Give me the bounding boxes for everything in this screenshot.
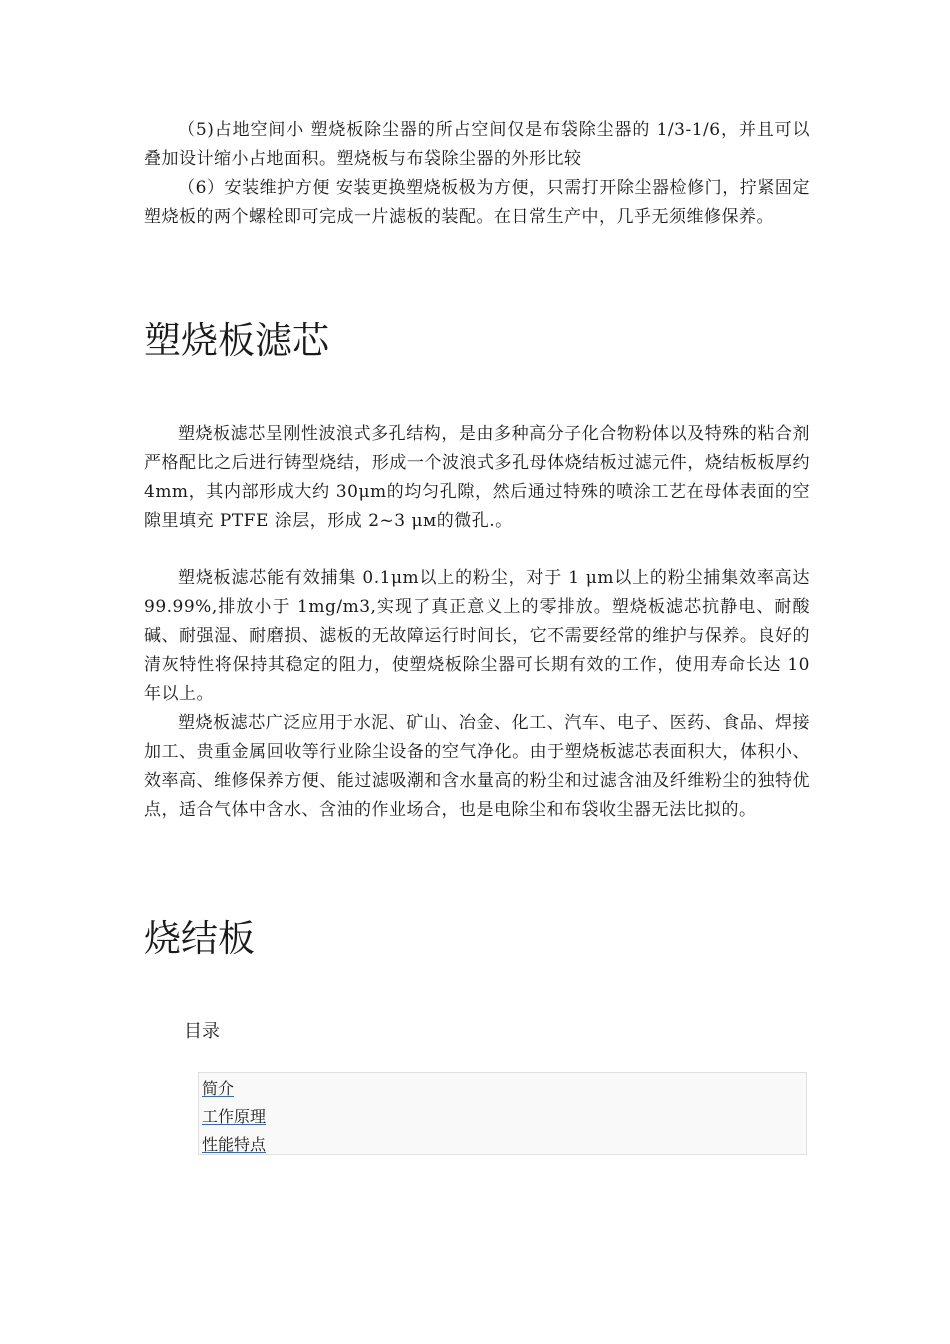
heading-filter-element: 塑烧板滤芯 [144, 319, 329, 362]
paragraph-filter-structure: 塑烧板滤芯呈刚性波浪式多孔结构，是由多种高分子化合物粉体以及特殊的粘合剂严格配比之后进行铸型烧结，形成一个波浪式多孔母体烧结板过滤元件，烧结板板厚约 4mm，其内部形成大约 30μm的均匀孔隙，然后通过特殊的喷涂工艺在母体表面的空隙里填充 PTFE 涂层，形成 2~3 μм的微孔.。 [144, 424, 810, 531]
paragraph-filter-applications: 塑烧板滤芯广泛应用于水泥、矿山、冶金、化工、汽车、电子、医药、食品、焊接加工、贵重金属回收等行业除尘设备的空气净化。由于塑烧板滤芯表面积大，体积小、效率高、维修保养方便、能过滤吸潮和含水量高的粉尘和过滤含油及纤维粉尘的独特优点，适合气体中含水、含油的作业场合，也是电除尘和布袋收尘器无法比拟的。 [144, 713, 810, 820]
paragraph-filter-efficiency: 塑烧板滤芯能有效捕集 0.1μm以上的粉尘，对于 1 μm以上的粉尘捕集效率高达 99.99%,排放小于 1mg/m3,实现了真正意义上的零排放。塑烧板滤芯抗静电、耐酸碱、耐强湿、耐磨损、滤板的无故障运行时间长，它不需要经常的维护与保养。良好的清灰特性将保持其稳定的阻力，使塑烧板除尘器可长期有效的工作，使用寿命长达 10 年以上。 [144, 568, 810, 704]
toc-link-working-principle[interactable]: 工作原理 [202, 1107, 267, 1126]
paragraph-space-saving: （5)占地空间小 塑烧板除尘器的所占空间仅是布袋除尘器的 1/3-1/6，并且可以叠加设计缩小占地面积。塑烧板与布袋除尘器的外形比较 [144, 120, 810, 169]
toc-title: 目录 [184, 1021, 220, 1042]
heading-sintered-plate: 烧结板 [144, 917, 255, 960]
toc-link-performance-features[interactable]: 性能特点 [202, 1135, 267, 1154]
table-of-contents [198, 1072, 807, 1155]
toc-link-introduction[interactable]: 简介 [202, 1079, 235, 1098]
paragraph-easy-maintenance: （6）安装维护方便 安装更换塑烧板极为方便，只需打开除尘器检修门，拧紧固定塑烧板的两个螺栓即可完成一片滤板的装配。在日常生产中，几乎无须维修保养。 [144, 178, 810, 227]
